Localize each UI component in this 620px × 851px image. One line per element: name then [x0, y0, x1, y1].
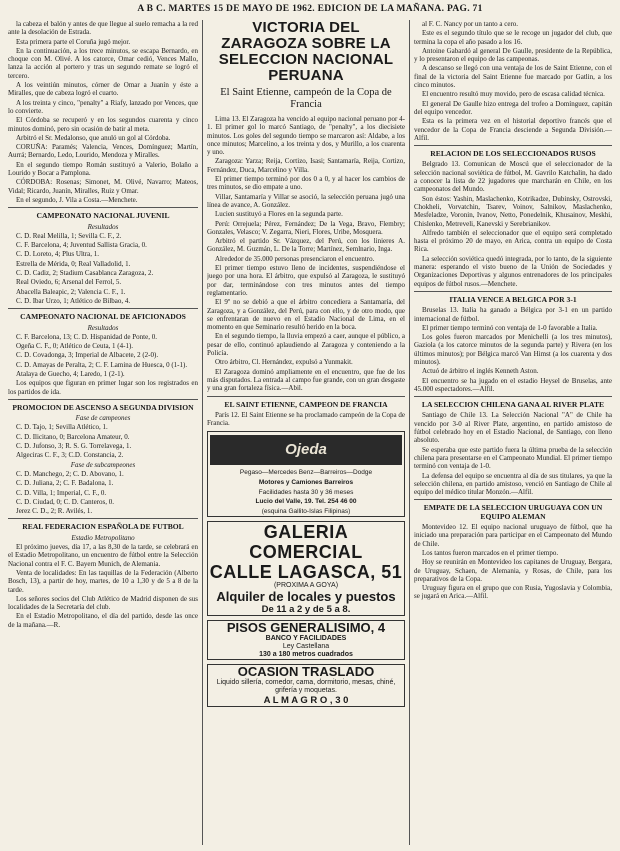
section-subheading: Resultados — [87, 323, 119, 332]
paragraph: El general De Gaulle hizo entrega del trofeo a Domínguez, capitán del equipo vencedor. — [414, 99, 612, 116]
section-subheading: Estadio Metropolitano — [71, 533, 135, 542]
section-heading: EL SAINT ETIENNE, CAMPEON DE FRANCIA — [224, 399, 388, 409]
result-line: C. D. Loreto, 4; Plus Ultra, 1. — [16, 250, 100, 259]
ad-address: CALLE LAGASCA, 51 — [209, 562, 403, 583]
result-line: C. D. Ibar Urzo, 1; Atlético de Bilbao, 4. — [16, 296, 131, 305]
paragraph: Perú: Orrejuela; Pérez, Fernández; De la Vega, Bravo, Flembry; Gonzales, Velasco; V. Zegarra, Nieri, Flores, Uribe, Mosquera. — [207, 219, 405, 236]
paragraph: El próximo jueves, día 17, a las 8,30 de la tarde, se celebrará en el Estadio Metropolitano, un encuentro de fútbol entre la Selección Nacional contra el F. C. Bayern Munich, de Alemania. — [8, 543, 198, 568]
ad-text: (PROXIMA A GOYA) — [273, 582, 339, 590]
paragraph: En el Estadio Metropolitano, el día del partido, desde las once de la mañana.—R. — [8, 612, 198, 629]
page-header: A B C. MARTES 15 DE MAYO DE 1962. EDICION DE LA MAÑANA. PAG. 71 — [137, 4, 483, 14]
ad-title: GALERIA COMERCIAL — [249, 522, 363, 563]
paragraph: la cabeza el balón y antes de que llegue al suelo remacha a la red ante la desolación de Estrada. — [8, 20, 198, 37]
paragraph: El primer tiempo estuvo lleno de incidentes, suspendiéndose el juego por una hora. El árbitro, que expulsó al Zaragoza, le sustituyó por dar, terminándose con tres minutos antes del tiempo reglamentario. — [207, 264, 405, 297]
paragraph: Hoy se reunirán en Montevideo los capitanes de Uruguay, Bergara, de Uruguay, Schaen, de Alemania, y Rosas, de Chile, para los preparativos de la Copa. — [414, 558, 612, 583]
result-line: C. D. Juliana, 2; C. F. Badalona, 1. — [16, 479, 114, 488]
paragraph: Arbitró el Sr. Medalonso, que anuló un gol al Córdoba. — [16, 133, 171, 142]
paragraph: Belgrado 13. Comunican de Moscú que el seleccionador de la selección nacional soviética de fútbol, M. Gavrilo Katchalin, ha dado a conocer la lista de 22 jugadores que marcharán en Chile, en los campeonatos del Mundo. — [414, 160, 612, 194]
paragraph: Arbitró el partido Sr. Vázquez, del Perú, con los linieres A. González, M. Guzmán, L. De la Torre; Martínez, Semlnario, Inga. — [207, 237, 405, 254]
result-line: Jerez C. D., 2; R. Avilés, 1. — [16, 507, 93, 516]
paragraph: El primer tiempo terminó con ventaja de 1-0 favorable a Italia. — [422, 323, 598, 332]
paragraph: Los equipos que figuran en primer lugar son los registrados en los partidos de ida. — [8, 379, 198, 396]
section-heading: RELACION DE LOS SELECCIONADOS RUSOS — [430, 149, 596, 159]
result-line: C. D. Jufonso, 3; R. S. G. Torrelavega, 1. — [16, 442, 132, 451]
paragraph: El Zaragoza dominó ampliamente en el encuentro, que fue de los más disputados. La entrada al campo fue grande, con un gran desgaste y una gran fortaleza física.—Abil. — [207, 367, 405, 393]
ad-text: (esquina Gallito-Islas Filipinas) — [261, 507, 351, 515]
ad-logo: Ojeda — [210, 435, 402, 465]
result-line: Real Oviedo, 6; Arsenal del Ferrol, 5. — [16, 278, 122, 287]
result-line: Abacella Baleapic, 2; Valencia C. F., 1. — [16, 287, 126, 296]
divider — [8, 308, 198, 309]
result-line: Atalaya de Guecho, 4; Laredo, 1 (2-1). — [16, 369, 125, 378]
divider — [414, 145, 612, 146]
paragraph: El primer tiempo terminó por dos 0 a 0, y al hacer los cambios de tres minutos, se dio empate a uno. — [207, 175, 405, 192]
column-1 — [8, 20, 198, 847]
paragraph: Esta es la primera vez en el historial deportivo francés que el vencedor de la Copa de Francia desciende a Segunda División.—Alfil. — [414, 117, 612, 142]
ad-text: Alquiler de locales y puestos — [216, 589, 396, 605]
article-subheadline: El Saint Etienne, campeón de la Copa de Francia — [220, 87, 392, 110]
divider — [414, 499, 612, 500]
advertisement-pisos — [207, 620, 405, 660]
column-divider — [409, 20, 410, 845]
column-3 — [414, 20, 612, 847]
paragraph: En el segundo tiempo, la lluvia empezó a caer, aunque el público, a pesar de ello, continuó aplaudiendo al Zaragoza y conteniendo a la Policía. — [207, 332, 405, 358]
paragraph: CORUÑA: Paramés; Valencia, Vences, Domínguez; Martín, Aurrá; Bernardo, Ledo, Lourido, Mendoza y Miralles. — [8, 143, 198, 160]
divider — [8, 518, 198, 519]
paragraph: Uruguay figura en el grupo que con Rusia, Yugoslavia y Colombia, se jugará en Arica.—Alfil. — [414, 584, 612, 601]
paragraph: El encuentro se ha jugado en el estadio Heysel de Bruselas, ante 45.000 espectadores.—Alfil. — [414, 376, 612, 393]
paragraph: Son éstos: Yashin, Maslachenko, Kotrikadze, Dubinsky, Ostrovski, Chokheli, Vorvatchin, Tsarev, Voinov, Salnikov, Maslachenko, Mesfeladze, Voronin, Ivanov, Netto, Ponedelnik, Khusainov, Meskhi, Chislenko, Metreveli, Kanevski y Serebrianikov. — [414, 194, 612, 228]
paragraph: Lucien sustituyó a Flores en la segunda parte. — [215, 210, 343, 219]
paragraph: Este es el segundo título que se le recoge un jugador del club, que termina la copa el año pasado a los 16. — [414, 29, 612, 46]
divider — [8, 207, 198, 208]
paragraph: Antoine Gabardó al general De Gaulle, presidente de la República, y lo presentaron el equipo de las campeonas. — [414, 46, 612, 64]
paragraph: En el segundo tiempo Román sustituyó a Valerio, Bolaño a Lourido y Bocar a Pamplona. — [8, 160, 198, 178]
section-subheading: Resultados — [87, 222, 119, 231]
result-line: C. D. Ilicitano, 0; Barcelona Amateur, 0. — [16, 432, 130, 441]
paragraph: La selección soviética quedó integrada, por lo tanto, de la siguiente manera: esperando el visto bueno de la Unión de Sociedades y Organizaciones Deportivas y algunos entrenadores de los principales equipos de fútbol rusos.—Menchete. — [414, 254, 612, 288]
result-line: C. D. Real Melilla, 1; Sevilla C. F., 2. — [16, 231, 122, 240]
paragraph: El encuentro resultó muy movido, pero de escasa calidad técnica. — [422, 90, 605, 99]
article-headline: VICTORIA DEL ZARAGOZA SOBRE LA SELECCION NACIONAL PERUANA — [218, 20, 394, 84]
result-line: Algeciras C. F., 3; C.D. Constancia, 2. — [16, 451, 124, 460]
ad-text: Liquido sillería, comedor, cama, dormitorio, mesas, chiné, grifería y moquetas. — [216, 679, 396, 695]
paragraph: Se esperaba que este partido fuera la última prueba de la selección chilena para presentarse en el Campeonato Mundial. El primer tiempo terminó con ventaja de 1-0. — [414, 445, 612, 471]
result-line: C. D. Cadiz, 2; Stadium Casablanca Zaragoza, 2. — [16, 269, 154, 278]
section-heading: ITALIA VENCE A BELGICA POR 3-1 — [449, 294, 577, 304]
paragraph: Los señores socios del Club Atlético de Madrid disponen de sus localidades de la Secretaría del club. — [8, 594, 198, 612]
paragraph: En la continuación, a los trece minutos, se escapa Bernardo, en choque con M. Olivé. A los catorce, Omar cedió, Vences Mallo, lanza la acción al portero y tras un segundo remate se logró el tercero. — [8, 46, 198, 80]
ad-text: Pegaso—Mercedes Benz—Barreiros—Dodge — [239, 469, 373, 477]
section-heading: LA SELECCION CHILENA GANA AL RIVER PLATE — [421, 400, 605, 410]
section-heading: REAL FEDERACION ESPAÑOLA DE FUTBOL — [22, 522, 184, 532]
advertisement-ojeda — [207, 431, 405, 517]
paragraph: Villar, Santamaría y Villar se asoció, la selección peruana jugó una línea de avance, A. González. — [207, 192, 405, 209]
paragraph: Actuó de árbitro el inglés Kenneth Aston. — [422, 367, 539, 376]
section-subheading: Fase de campeones — [75, 414, 131, 423]
divider — [8, 399, 198, 400]
ad-text: 130 a 180 metros cuadrados — [259, 651, 353, 659]
ad-text: Motores y Camiones Barreiros — [258, 478, 354, 486]
divider — [414, 396, 612, 397]
paragraph: Zaragoza: Yarza; Reija, Cortizo, Isasi; Santamaría, Reija, Cortizo, Fernández, Duca, Marcelino y Villa. — [207, 157, 405, 174]
column-divider — [202, 20, 203, 845]
ad-title: OCASION TRASLADO — [237, 664, 375, 680]
result-line: C. D. Tajo, 1; Sevilla Atlético, 1. — [16, 423, 108, 432]
section-subheading: Fase de subcampeones — [70, 460, 136, 469]
result-line: C. D. Villa, 1; Imperial, C. F., 0. — [16, 488, 107, 497]
paragraph: A los treinta y cinco, "penalty" a Riafy, lanzado por Vences, que lo convierte. — [8, 98, 198, 115]
paragraph: La defensa del equipo se encuentra al día de sus titulares, ya que la selección chilena, en partido amistoso, venció en Santiago de Chile al equipo del médico titular Monzón.—Alfil. — [414, 471, 612, 497]
paragraph: Montevideo 12. El equipo nacional uruguayo de fútbol, que ha iniciado una preparación para participar en el Campeonato del Mundo de Chile. — [414, 523, 612, 548]
column-2 — [207, 20, 405, 847]
result-line: C. F. Barcelona, 4; Juventud Sallista Gracia, 0. — [16, 241, 147, 250]
ad-text: Ley Castellana — [282, 643, 330, 651]
paragraph: Santiago de Chile 13. La Selección Nacional "A" de Chile ha vencido por 3-0 al River Plate, argentino, en partido amistoso de fútbol celebrado hoy en el Estadio Nacional, de Santiago, con lleno absoluto. — [414, 411, 612, 445]
ad-text: Facilidades hasta 30 y 36 meses — [258, 488, 354, 496]
advertisement-ocasion — [207, 664, 405, 707]
paragraph: París 12. El Saint Etienne se ha proclamado campeón de la Copa de Francia. — [207, 410, 405, 428]
section-heading: PROMOCION DE ASCENSO A SEGUNDA DIVISION — [12, 402, 194, 412]
ad-text: Lucio del Valle, 19. Tel. 254 46 00 — [255, 498, 357, 506]
paragraph: al F. C. Nancy por un tanto a cero. — [422, 20, 519, 28]
advertisement-galeria-comercial — [207, 521, 405, 616]
paragraph: Los goles fueron marcados por Menichelli (a los tres minutos), Gaziola (a los catorce minutos de la segunda parte) y Rivera (en los últimos minutos); por Bélgica marcó Van Himst (a los cuarenta y dos minutos). — [414, 333, 612, 366]
result-line: C. D. Manchego, 2; C. D. Abovano, 1. — [16, 469, 124, 478]
paragraph: CÓRDOBA: Rosenas; Simonet, M. Olivé, Navarro; Mateos, Vidal; Ricardo, Juanín, Miralles, Ruiz y Omar. — [8, 178, 198, 195]
paragraph: En el segundo, J. Vila a Costa.—Menchete. — [16, 195, 138, 204]
result-line: C. D. Ciudad, 0; C. D. Canteros, 0. — [16, 497, 114, 506]
divider — [414, 291, 612, 292]
paragraph: Alrededor de 35.000 personas presenciaron el encuentro. — [215, 254, 375, 263]
paragraph: Venta de localidades: En las taquillas de la Federación (Alberto Bosch, 13), a partir de hoy, martes, de 10 a 1,30 y de 5 a 8 de la tarde. — [8, 568, 198, 594]
paragraph: A descanso se llegó con una ventaja de los de Saint Etienne, con el final de la victoria del Saint Etienne fue marcado por Gatlin, a los cinco minutos. — [414, 64, 612, 90]
result-line: C. D. Amayas de Peralta, 2; C. F. Lamina de Huesca, 0 (1-1). — [16, 360, 188, 369]
paragraph: El Córdoba se recuperó y en los segundos cuarenta y cinco minutos dominó, pero sin ocasión de batir al meta. — [8, 116, 198, 133]
ad-title: PISOS GENERALISIMO, 4 — [226, 620, 386, 636]
section-heading: EMPATE DE LA SELECCION URUGUAYA CON UN EQUIPO ALEMAN — [423, 503, 603, 521]
paragraph: Alfredo también el seleccionador que el equipo será completado hasta el próximo 20 de mayo, en Arica, contra un equipo de Costa Rica. — [414, 228, 612, 254]
paragraph: Lima 13. El Zaragoza ha vencido al equipo nacional peruano por 4-1. El primer gol lo marcó Santiago, de "penalty", a los diecisiete minutos. Los goles del segundo tiempo se marcaron así: Aldabe, a los once minutos; Marcelino, a los treinta y dos, y Murillo, a los cuarenta y uno. — [207, 115, 405, 157]
paragraph: A los veintiún minutos, córner de Omar a Juanín y éste a Miralles, que de cabeza logró el cuarto. — [8, 81, 198, 98]
paragraph: Los tantos fueron marcados en el primer tiempo. — [422, 548, 559, 557]
paragraph: Otro árbitro, Cl. Hernández, expulsó a Yunmakit. — [215, 358, 353, 367]
section-heading: CAMPEONATO NACIONAL JUVENIL — [36, 211, 170, 221]
result-line: Estrella de Mérida, 0; Real Valladolid, 1. — [16, 259, 131, 268]
result-line: Ogeña C. F., 0; Atlético de Ceuta, 1 (4-1). — [16, 342, 134, 351]
divider — [207, 396, 405, 397]
section-heading: CAMPEONATO NACIONAL DE AFICIONADOS — [20, 312, 186, 322]
paragraph: Esta primera parte el Coruña jugó mejor. — [16, 37, 131, 46]
result-line: C. F. Barcelona, 13; C. D. Hispanidad de Ponte, 0. — [16, 332, 157, 341]
ad-text: De 11 a 2 y de 5 a 8. — [261, 604, 351, 616]
paragraph: Bruselas 13. Italia ha ganado a Bélgica por 3-1 en un partido internacional de fútbol. — [414, 306, 612, 323]
result-line: C. D. Covadonga, 3; Imperial de Albacete, 2 (2-0). — [16, 351, 159, 360]
paragraph: El 9º no se debió a que el árbitro concediera a Santamaría, del Zaragoza, y a González, del Perú, para con ello, y de otro modo, que se enfrentaran de nuevo en el Estadio Nacional de Lima, en el momento en que Seminario resultó herido en la boca. — [207, 298, 405, 332]
ad-address: A L M A G R O , 3 0 — [263, 695, 349, 707]
ad-text: BANCO Y FACILIDADES — [265, 635, 347, 643]
